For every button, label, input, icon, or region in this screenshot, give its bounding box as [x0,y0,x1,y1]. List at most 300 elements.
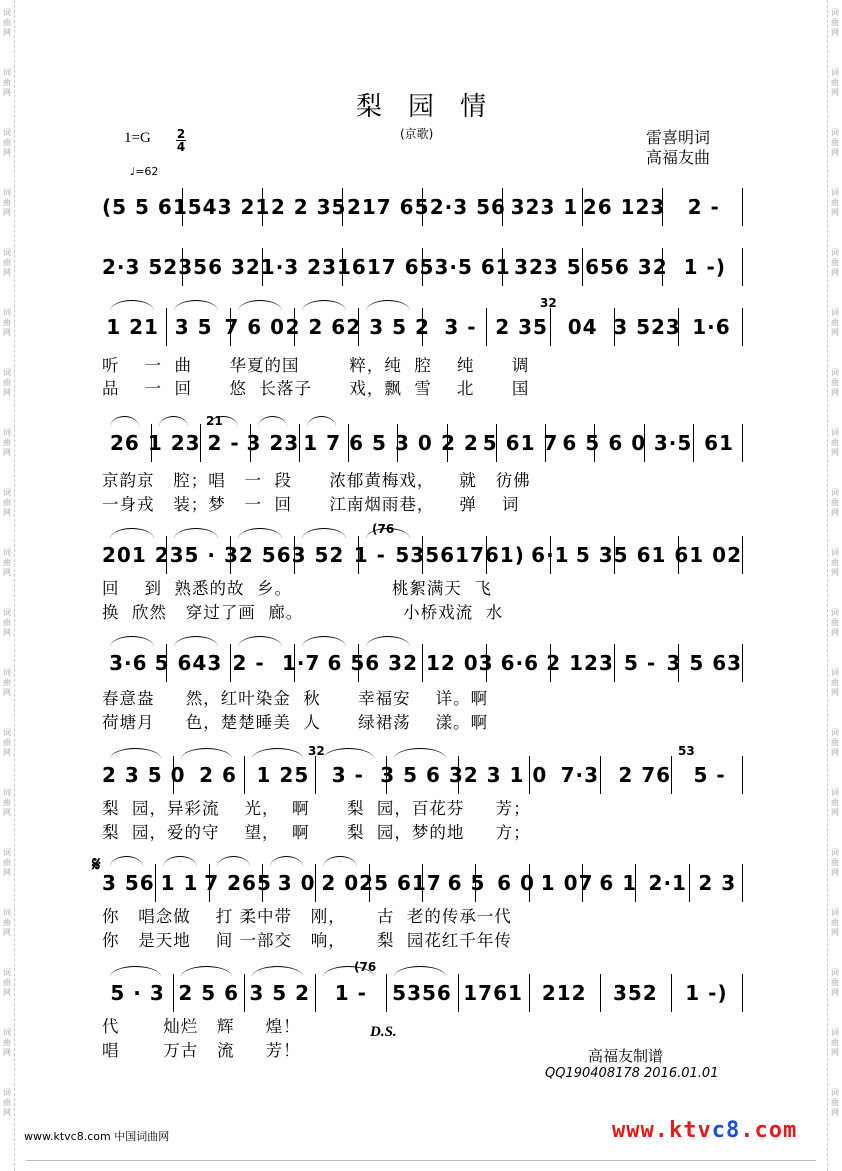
measure: 6·6 [500,651,540,675]
bar-line [173,756,174,794]
bar-line [742,756,743,794]
bar-line [422,864,423,902]
bar-line [230,644,231,682]
bar-line [342,188,343,226]
measure: 2 - [232,651,265,675]
measure: 7 265 [204,871,272,895]
bar-line [600,756,601,794]
bar-line [422,644,423,682]
bar-line [262,864,263,902]
bar-line [262,248,263,286]
measure: 7·3 [560,763,600,787]
measure: 2 56 [238,543,292,567]
bar-line [166,644,167,682]
measure: 5 61 7 [482,431,559,455]
watermark-text: 词 曲 网 [3,68,11,97]
lyric-line: 梨 园，异彩流 光， 啊 梨 园，百花芬 芳； [102,799,531,818]
measure: 2 2 [440,431,479,455]
measure: 6 56 3 [327,651,404,675]
watermark-text: 词 曲 网 [3,248,11,277]
song-title: 梨园情 [355,92,512,122]
notation-measures [102,428,742,458]
lyric-line: 春意盎 然，红叶染金 秋 幸福安 详。啊 [102,689,489,708]
bar-line [678,644,679,682]
watermark-text: 词 曲 网 [831,368,839,397]
lyric-line: 回 到 熟悉的故 乡。 桃絮满天 飞 [102,579,492,598]
measure: 656 32 [585,255,668,279]
bar-line [358,536,359,574]
bar-line [342,248,343,286]
bar-line [662,248,663,286]
notation-row [102,252,742,282]
bar-line [244,756,245,794]
footer-frame [26,1144,816,1161]
measure: 3 5 2 [249,981,311,1005]
bar-line [582,188,583,226]
slur-mark [307,416,336,427]
bar-line [458,756,459,794]
watermark-text: 词 曲 网 [831,428,839,457]
measure: 201 23 [102,543,185,567]
lyric-line: 唱 万古 流 芳！ [102,1041,301,1060]
measure: 2·3 56 [429,195,506,219]
bar-line [529,974,530,1012]
measure: 1 - [353,543,386,567]
bar-line [742,248,743,286]
measure: 2 3 [698,871,737,895]
bar-line [151,424,152,462]
watermark-text: 词 曲 网 [831,488,839,517]
measure: 5 - [693,763,726,787]
slur-mark [252,966,303,977]
credits [646,128,710,168]
measure: 2 35 [495,315,548,339]
measure: 2 - [687,195,720,219]
slur-mark [258,416,287,427]
bar-line [486,536,487,574]
ds-mark: D.S. [370,1024,397,1040]
slur-mark [366,636,410,647]
measure: 323 1 [510,195,579,219]
measure: 352 [612,981,658,1005]
bar-line [315,756,316,794]
key-signature: 1=G [124,130,151,146]
bar-line [262,188,263,226]
measure: 3 - [331,763,364,787]
grace-note-mark: 32 [308,744,325,758]
bar-line [678,308,679,346]
bar-line [386,756,387,794]
slur-mark [238,528,282,539]
measure: 323 5 [514,255,582,279]
bar-line [550,536,551,574]
measure: 3 23 [246,431,300,455]
watermark-text: 词 曲 网 [831,8,839,37]
slur-mark [323,748,374,759]
notation-measures [102,760,742,790]
measure: 1 21 [106,315,159,339]
bar-line [230,308,231,346]
time-sig-top: 2 [176,127,186,141]
bar-line [678,536,679,574]
measure: 2 76 [618,763,672,787]
measure: 217 65 [346,195,430,219]
bar-line [742,424,743,462]
measure: 1 61 02 [651,543,742,567]
bar-line [502,188,503,226]
composer: 高福友曲 [646,148,711,167]
measure: 2 2 35 [270,195,347,219]
measure: 356 32 [178,255,261,279]
notation-row [102,868,742,898]
watermark-text: 词 曲 网 [3,728,11,757]
bar-line [386,974,387,1012]
watermark-text: 词 曲 网 [831,548,839,577]
bar-line [458,974,459,1012]
lyric-line: 你 是天地 间 一部交 响， 梨 园花红千年传 [102,931,512,950]
measure: 5 · 3 [110,981,165,1005]
watermark-text: 词 曲 网 [3,1088,11,1117]
notation-row [102,312,742,342]
bar-line [230,536,231,574]
bar-line [689,864,690,902]
slur-mark [174,636,218,647]
watermark-text: 词 曲 网 [831,188,839,217]
measure: 3 5 [174,315,213,339]
measure: 212 [541,981,587,1005]
measure: 2 3 1 0 [463,763,548,787]
watermark-text: 词 曲 网 [3,128,11,157]
measure: 3·5 [653,431,693,455]
logo-ktv: ktv [668,1118,712,1143]
bar-line [582,248,583,286]
watermark-text: 词 曲 网 [3,908,11,937]
measure: 1761) [455,543,525,567]
measure: 3 56 [102,871,155,895]
measure: (5 5 6̇1 [102,195,188,219]
measure: 6·1 [531,543,570,567]
slur-mark [252,748,303,759]
lyric-line: 代 灿烂 辉 煌！ [102,1017,301,1036]
watermark-text: 词 曲 网 [3,548,11,577]
genre-label: (京歌) [400,127,434,141]
slur-mark [217,856,250,867]
measure: 3 52 [291,543,345,567]
bar-line [173,974,174,1012]
notation-row [102,192,742,222]
watermark-text: 词 曲 网 [3,968,11,997]
slur-mark [159,416,188,427]
bar-line [550,308,551,346]
bar-line [200,424,201,462]
slur-mark [181,748,232,759]
watermark-text: 词 曲 网 [831,1028,839,1057]
bar-line [742,188,743,226]
watermark-text: 词 曲 网 [831,68,839,97]
measure: 1 1 [160,871,199,895]
measure: 6 5 [447,871,486,895]
bar-line [662,188,663,226]
measure: 1 07 [540,871,594,895]
bar-line [671,974,672,1012]
watermark-text: 词 曲 网 [3,428,11,457]
measure: 1 7 [303,431,342,455]
slur-mark [110,528,154,539]
measure: 5 · 3 [184,543,239,567]
bar-line [635,864,636,902]
measure: 2 5 6 [178,981,239,1005]
watermark-text: 词 曲 网 [3,668,11,697]
bar-line [644,424,645,462]
grace-note-mark: 53 [678,744,695,758]
measure: 61 [704,431,734,455]
slur-mark [323,856,356,867]
measure: 2 02 [321,871,375,895]
lyric-line: 梨 园，爱的守 望， 啊 梨 园，梦的地 方； [102,823,531,842]
bar-line [315,974,316,1012]
measure: 3 - [444,315,477,339]
bar-line [529,756,530,794]
measure: 2 3 5 2 [346,315,430,339]
measure: 6 0 [497,871,535,895]
segno-sign: 𝄋 [92,852,101,876]
bar-line [244,974,245,1012]
measure: 543 21 [187,195,271,219]
slur-mark [110,636,154,647]
lyricist: 雷喜明词 [646,128,711,147]
watermark-text: 词 曲 网 [831,248,839,277]
measure: 617 65 [351,255,435,279]
watermark-text: 词 曲 网 [831,668,839,697]
measure: 6 5 [349,431,387,455]
bar-line [166,308,167,346]
watermark-text: 词 曲 网 [3,608,11,637]
measure: 3·5 61 [434,255,511,279]
bar-line [422,248,423,286]
slur-mark [302,636,346,647]
slur-mark [110,856,143,867]
bar-line [671,756,672,794]
left-margin-watermark [0,0,15,1171]
slur-mark [238,300,282,311]
measure: 1 -) [683,255,726,279]
slur-mark [110,966,161,977]
lyric-line: 你 唱念做 打 柔中带 刚， 古 老的传承一代 [102,907,512,926]
watermark-text: 词 曲 网 [831,128,839,157]
measure: 7 6 0 [224,315,286,339]
slur-mark [394,748,445,759]
notation-row [102,648,742,678]
slur-mark [163,856,196,867]
bar-line [369,864,370,902]
logo-suffix: .com [740,1118,798,1143]
grace-note-mark: (76 [354,960,377,974]
measure: 3 0 [277,871,316,895]
bar-line [422,308,423,346]
contact-date: QQ190408178 2016.01.01 [545,1066,719,1081]
logo-c8: c8 [711,1118,741,1143]
lyric-line: 换 欣然 穿过了画 廊。 小桥戏流 水 [102,603,504,622]
bar-line [294,308,295,346]
watermark-text: 词 曲 网 [831,908,839,937]
bar-line [447,424,448,462]
measure: 5 617 [374,871,442,895]
measure: 5 35 6 [575,543,652,567]
measure: 6 5 [562,431,601,455]
slur-mark [238,636,282,647]
bar-line [742,864,743,902]
watermark-text: 词 曲 网 [831,1088,839,1117]
time-sig-bottom: 4 [176,140,186,154]
measure: 2·3 52 [102,255,179,279]
bar-line [486,308,487,346]
bar-line [550,644,551,682]
bar-line [348,424,349,462]
grace-note-mark: 32 [540,296,557,310]
slur-mark [181,966,232,977]
bar-line [614,644,615,682]
measure: 1 25 [256,763,310,787]
watermark-text: 词 曲 网 [831,608,839,637]
notation-measures [102,978,742,1008]
watermark-text: 词 曲 网 [3,488,11,517]
lyric-line: 一身戎 装；梦 一 回 江南烟雨巷， 弹 词 [102,495,520,514]
measure: 5356 [392,981,452,1005]
bar-line [250,424,251,462]
bar-line [742,974,743,1012]
bar-line [182,248,183,286]
bar-line [182,188,183,226]
slur-mark [174,300,218,311]
bar-line [594,424,595,462]
bar-line [496,424,497,462]
watermark-text: 词 曲 网 [3,188,11,217]
measure: 6 1 [599,871,638,895]
notation-row [102,428,742,458]
watermark-text: 词 曲 网 [831,848,839,877]
measure: 1 23 [147,431,201,455]
right-margin-watermark [827,0,842,1171]
watermark-text: 词 曲 网 [831,968,839,997]
slur-mark [270,856,303,867]
measure: 3·6 [109,651,148,675]
lyric-line: 品 一 回 悠 长落子 戏，飘 雪 北 国 [102,379,530,398]
tempo-mark: ♩=62 [130,165,159,178]
bar-line [166,536,167,574]
measure: 5 - [624,651,657,675]
grace-note-mark: 21 [206,414,223,428]
bar-line [422,188,423,226]
bar-line [294,536,295,574]
measure: 1·6 [692,315,731,339]
measure: 1·3 231 [260,255,352,279]
logo-prefix: www. [612,1118,669,1143]
bar-line [614,308,615,346]
notation-row [102,760,742,790]
time-signature [176,128,186,153]
watermark-text: 词 曲 网 [3,368,11,397]
bar-line [502,248,503,286]
bar-line [693,424,694,462]
bar-line [299,424,300,462]
watermark-text: 词 曲 网 [831,728,839,757]
watermark-text: 词 曲 网 [831,308,839,337]
grace-note-mark: (76 [372,522,395,536]
measure: 5 643 [154,651,223,675]
lyric-line: 京韵京 腔；唱 一 段 浓郁黄梅戏， 就 彷佛 [102,471,531,490]
slur-mark [366,300,410,311]
bar-line [582,864,583,902]
bar-line [155,864,156,902]
measure: 2·1 [648,871,687,895]
watermark-text: 词 曲 网 [3,8,11,37]
measure: 1·7 [281,651,321,675]
measure: 2 6 [199,763,237,787]
notation-row [102,978,742,1008]
measure: 2 3 5 0 [102,763,186,787]
watermark-text: 词 曲 网 [831,788,839,817]
measure: 1 - [334,981,367,1005]
bar-line [422,536,423,574]
measure: 2 123 [546,651,614,675]
bar-line [529,864,530,902]
bar-line [545,424,546,462]
watermark-text: 词 曲 网 [3,848,11,877]
bar-line [614,536,615,574]
measure: 3 0 [395,431,433,455]
bar-line [209,864,210,902]
transcriber: 高福友制谱 [588,1047,664,1065]
measure: 1761 [463,981,523,1005]
bar-line [294,644,295,682]
measure: 04 [567,315,598,339]
notation-row [102,540,742,570]
site-url-left: www.ktvc8.com 中国词曲网 [24,1130,170,1143]
bar-line [315,864,316,902]
bar-line [742,308,743,346]
site-logo [612,1118,797,1143]
measure: 3 5 6 3 [380,763,464,787]
measure: 2 2 6 [285,315,347,339]
bar-line [358,308,359,346]
watermark-text: 词 曲 网 [3,788,11,817]
measure: 6 0 [608,431,647,455]
bar-line [397,424,398,462]
measure: 5356 [395,543,456,567]
bar-line [475,864,476,902]
watermark-text: 词 曲 网 [3,308,11,337]
slur-mark [302,528,346,539]
bar-line [742,644,743,682]
slur-mark [302,300,346,311]
lyric-line: 荷塘月 色，楚楚睡美 人 绿裙荡 漾。啊 [102,713,489,732]
measure: 3 523 [613,315,681,339]
slur-mark [394,966,445,977]
slur-mark [110,416,139,427]
bar-line [486,644,487,682]
bar-line [358,644,359,682]
bar-line [742,536,743,574]
measure: 2 - [207,431,240,455]
measure: 26 123 [582,195,666,219]
measure: 26 [110,431,140,455]
lyric-line: 听 一 曲 华夏的国 粹，纯 腔 纯 调 [102,356,530,375]
measure: 3 5 63 [666,651,743,675]
measure: 2 12 03 [403,651,494,675]
bar-line [600,974,601,1012]
slur-mark [110,300,154,311]
slur-mark [110,748,161,759]
